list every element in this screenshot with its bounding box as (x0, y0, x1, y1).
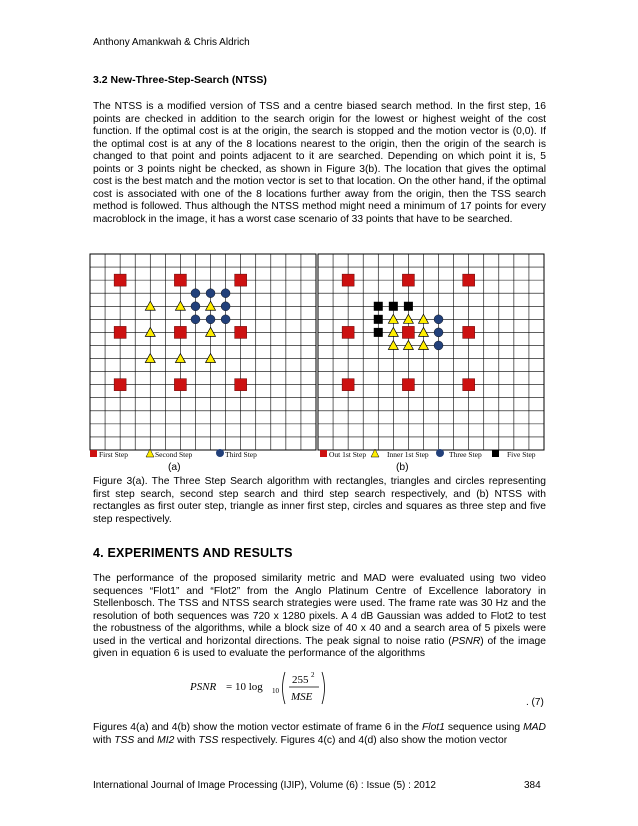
fig3b-red-square (342, 379, 354, 391)
eq-denominator: MSE (291, 691, 313, 703)
section-heading-3-2: 3.2 New-Three-Step-Search (NTSS) (93, 74, 267, 86)
fig3a-red-square (235, 379, 247, 391)
legend-first-step-swatch (90, 450, 97, 457)
fig3b-black-square (404, 302, 413, 311)
eq-lhs: PSNR (190, 681, 217, 693)
eq-exponent: 2 (311, 671, 315, 679)
page-number: 384 (524, 780, 541, 791)
legend-inner-first-step-label: Inner 1st Step (387, 450, 429, 459)
figure-3a-panel (90, 254, 316, 450)
legend-five-step-square-swatch (492, 450, 499, 457)
fig3a-red-square (235, 326, 247, 338)
fig3a-red-square (114, 326, 126, 338)
fig3b-red-square (402, 326, 414, 338)
fig3a-red-square (114, 379, 126, 391)
legend-second-step-label: Second Step (155, 450, 193, 459)
legend-three-step-circle-swatch (436, 449, 444, 457)
figure-3b-panel (318, 254, 544, 450)
fig3a-red-square (235, 274, 247, 286)
figures-paragraph: Figures 4(a) and 4(b) show the motion vector estimate of frame 6 in the Flot1 sequence using MAD with TSS and MI2 with TSS respectively. Figures 4(c) and 4(d) also show the motion vector (93, 722, 546, 746)
fig3b-blue-circle (434, 341, 443, 350)
fig3b-black-square (389, 302, 398, 311)
legend-out-first-step-label: Out 1st Step (329, 450, 367, 459)
fig3b-red-square (342, 326, 354, 338)
legend-third-step-label: Third Step (225, 450, 257, 459)
fig3b-red-square (402, 379, 414, 391)
equation-number: . (7) (526, 697, 544, 708)
section-heading-4: 4. EXPERIMENTS AND RESULTS (93, 546, 293, 560)
journal-footer: International Journal of Image Processing (IJIP), Volume (6) : Issue (5) : 2012 (93, 780, 436, 791)
experiments-paragraph: The performance of the proposed similarity metric and MAD were evaluated using two video sequences “Flot1” and “Flot2” from the Anglo Platinum Centre of Excellence laboratory in Stellenbosch. The TSS and NTSS search strategies were used. The frame rate was 30 Hz and the resolution of both sequences was 720 x 1280 pixels. A 4 dB Gaussian was added to Flot2 to test the robustness of the algorithms, while a block size of 40 x 40 and a search area of 5 pixels were used in the vertical and horizontal directions. The peak signal to noise ratio (PSNR) of the image given in equation 6 is used to evaluate the performance of the algorithms (93, 573, 546, 659)
eq-coef: = 10 log (226, 681, 263, 693)
eq-numerator: 255 (292, 674, 309, 686)
fig3a-blue-circle (221, 315, 230, 324)
eq-log-base: 10 (272, 687, 279, 695)
legend-five-step-label: Five Step (507, 450, 536, 459)
fig3a-red-square (114, 274, 126, 286)
fig3a-blue-circle (206, 315, 215, 324)
figure-3b-label: (b) (396, 462, 409, 473)
fig3b-red-square (463, 326, 475, 338)
fig3b-red-square (342, 274, 354, 286)
fig3b-black-square (374, 315, 383, 324)
fig3b-black-square (374, 328, 383, 337)
fig3a-red-square (174, 274, 186, 286)
legend-out-first-step-swatch (320, 450, 327, 457)
fig3a-blue-circle (206, 289, 215, 298)
figure-3a-legend (90, 449, 257, 459)
fig3a-blue-circle (191, 289, 200, 298)
figure-3a-label: (a) (168, 462, 181, 473)
fig3b-blue-circle (434, 328, 443, 337)
fig3a-red-square (174, 379, 186, 391)
fig3b-blue-circle (434, 315, 443, 324)
fig3a-blue-circle (191, 315, 200, 324)
running-header: Anthony Amankwah & Chris Aldrich (93, 37, 250, 48)
fig3b-red-square (402, 274, 414, 286)
legend-first-step-label: First Step (99, 450, 128, 459)
fig3a-blue-circle (221, 289, 230, 298)
legend-three-step-label: Three Step (449, 450, 482, 459)
fig3a-blue-circle (191, 302, 200, 311)
figure-3-caption: Figure 3(a). The Three Step Search algorithm with rectangles, triangles and circles representing first step search, second step search and third step search respectively, and (b) NTSS with rectangles as first outer step, triangle as inner first step, circles and squares as three step and five step respectively. (93, 476, 546, 525)
fig3b-black-square (374, 302, 383, 311)
fig3b-red-square (463, 379, 475, 391)
figure-3 (88, 252, 550, 462)
fig3a-red-square (174, 326, 186, 338)
legend-third-step-swatch (216, 449, 224, 457)
psnr-equation (190, 668, 330, 708)
ntss-paragraph: The NTSS is a modified version of TSS and a centre biased search method. In the first step, 16 points are checked in addition to the search origin for the lowest or highest weight of the cost function. If the optimal cost is at the origin, the search is stopped and the motion vector is (0,0). If the optimal cost is at any of the 8 locations nearest to the origin, then the origin of the search is changed to that point and points adjacent to it are searched. Depending on which point it is, 5 points or 3 points night be checked, as shown in Figure 3(b). The location that gives the optimal cost is the best match and the motion vector is set to that location. On the other hand, if the optimal cost is associated with one of the 8 locations further away from the origin, then the TSS search method is followed. Thus although the NTSS method might need a minimum of 17 points for every macroblock in the image, it has a worst case scenario of 33 points that have to be searched. (93, 101, 546, 225)
fig3b-red-square (463, 274, 475, 286)
fig3a-blue-circle (221, 302, 230, 311)
